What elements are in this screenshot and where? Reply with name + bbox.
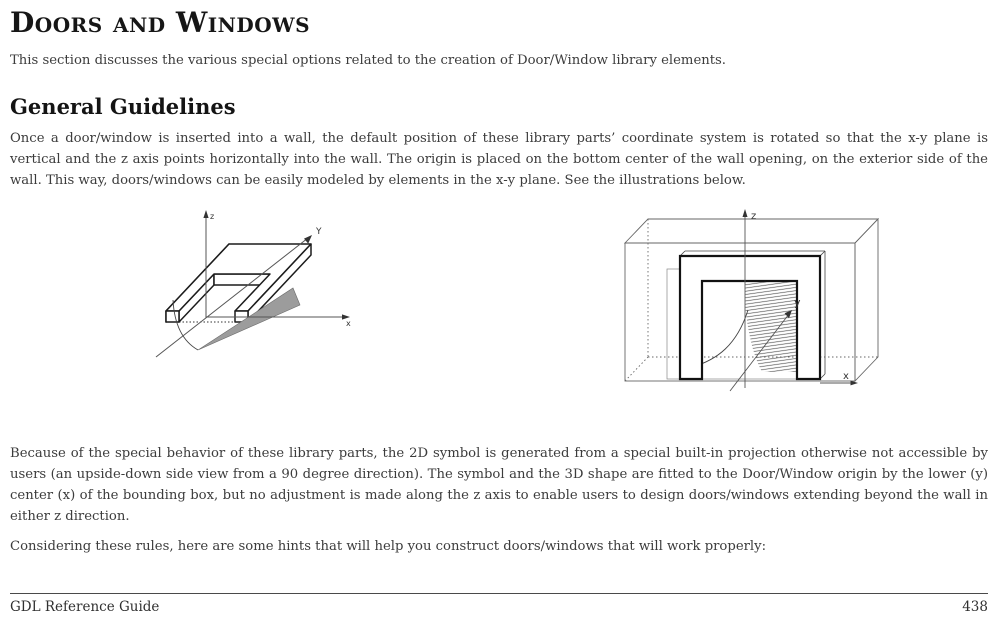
- page-footer: [10, 593, 988, 615]
- paragraph-coordinate-system: Once a door/window is inserted into a wall, the default position of these library parts’ coordinate system is rotated so that the x-y plane is vertical and the z axis points horizontally into the wall. The origin is placed on the bottom center of the wall opening, on the exterior side of the wall. This way, doors/windows can be easily modeled by elements in the x-y plane. See the illustrations below.: [10, 131, 988, 188]
- figure-wall-opening-3d: [612, 205, 897, 397]
- illustrations-row: [10, 205, 988, 439]
- x-axis-label: x: [843, 371, 849, 382]
- wall-top-face: [625, 219, 878, 243]
- wall-right-face: [855, 219, 878, 381]
- axes: [156, 216, 344, 357]
- hatched-sweep-region: [745, 281, 797, 372]
- z-axis-label: z: [210, 212, 215, 221]
- wall-hidden-depth-edge: [625, 357, 648, 381]
- page-title: Doors and Windows: [10, 6, 311, 39]
- x-axis-label: x: [346, 319, 351, 328]
- z-arrowhead: [743, 209, 748, 217]
- footer-book-title: GDL Reference Guide: [10, 599, 160, 615]
- y-arrowhead: [304, 235, 312, 244]
- intro-paragraph: This section discusses the various special options related to the creation of Door/Window library elements.: [10, 53, 726, 68]
- frame-left-cap: [166, 311, 179, 322]
- paragraph-2d-symbol: Because of the special behavior of these library parts, the 2D symbol is generated from a special built-in projection otherwise not accessible by users (an upside-down side view from a 90 degree direction). The symbol and the 3D shape are fitted to the Door/Window origin by the lower (y) center (x) of the bounding box, but no adjustment is made along the z axis to enable users to design doors/windows extending beyond the wall in either z direction.: [10, 446, 988, 524]
- footer-page-number: 438: [962, 599, 988, 615]
- y-axis-label: Y: [316, 227, 322, 237]
- frame-slab: [166, 244, 311, 322]
- figure-rotated-frame-3d: [148, 205, 373, 397]
- y-axis-label: y: [794, 296, 801, 309]
- paragraph-hints-lead-in: Considering these rules, here are some hints that will help you construct doors/windows that will work properly:: [10, 539, 767, 554]
- section-heading: General Guidelines: [10, 94, 236, 119]
- z-arrowhead: [203, 210, 208, 218]
- z-axis-label: z: [751, 211, 757, 222]
